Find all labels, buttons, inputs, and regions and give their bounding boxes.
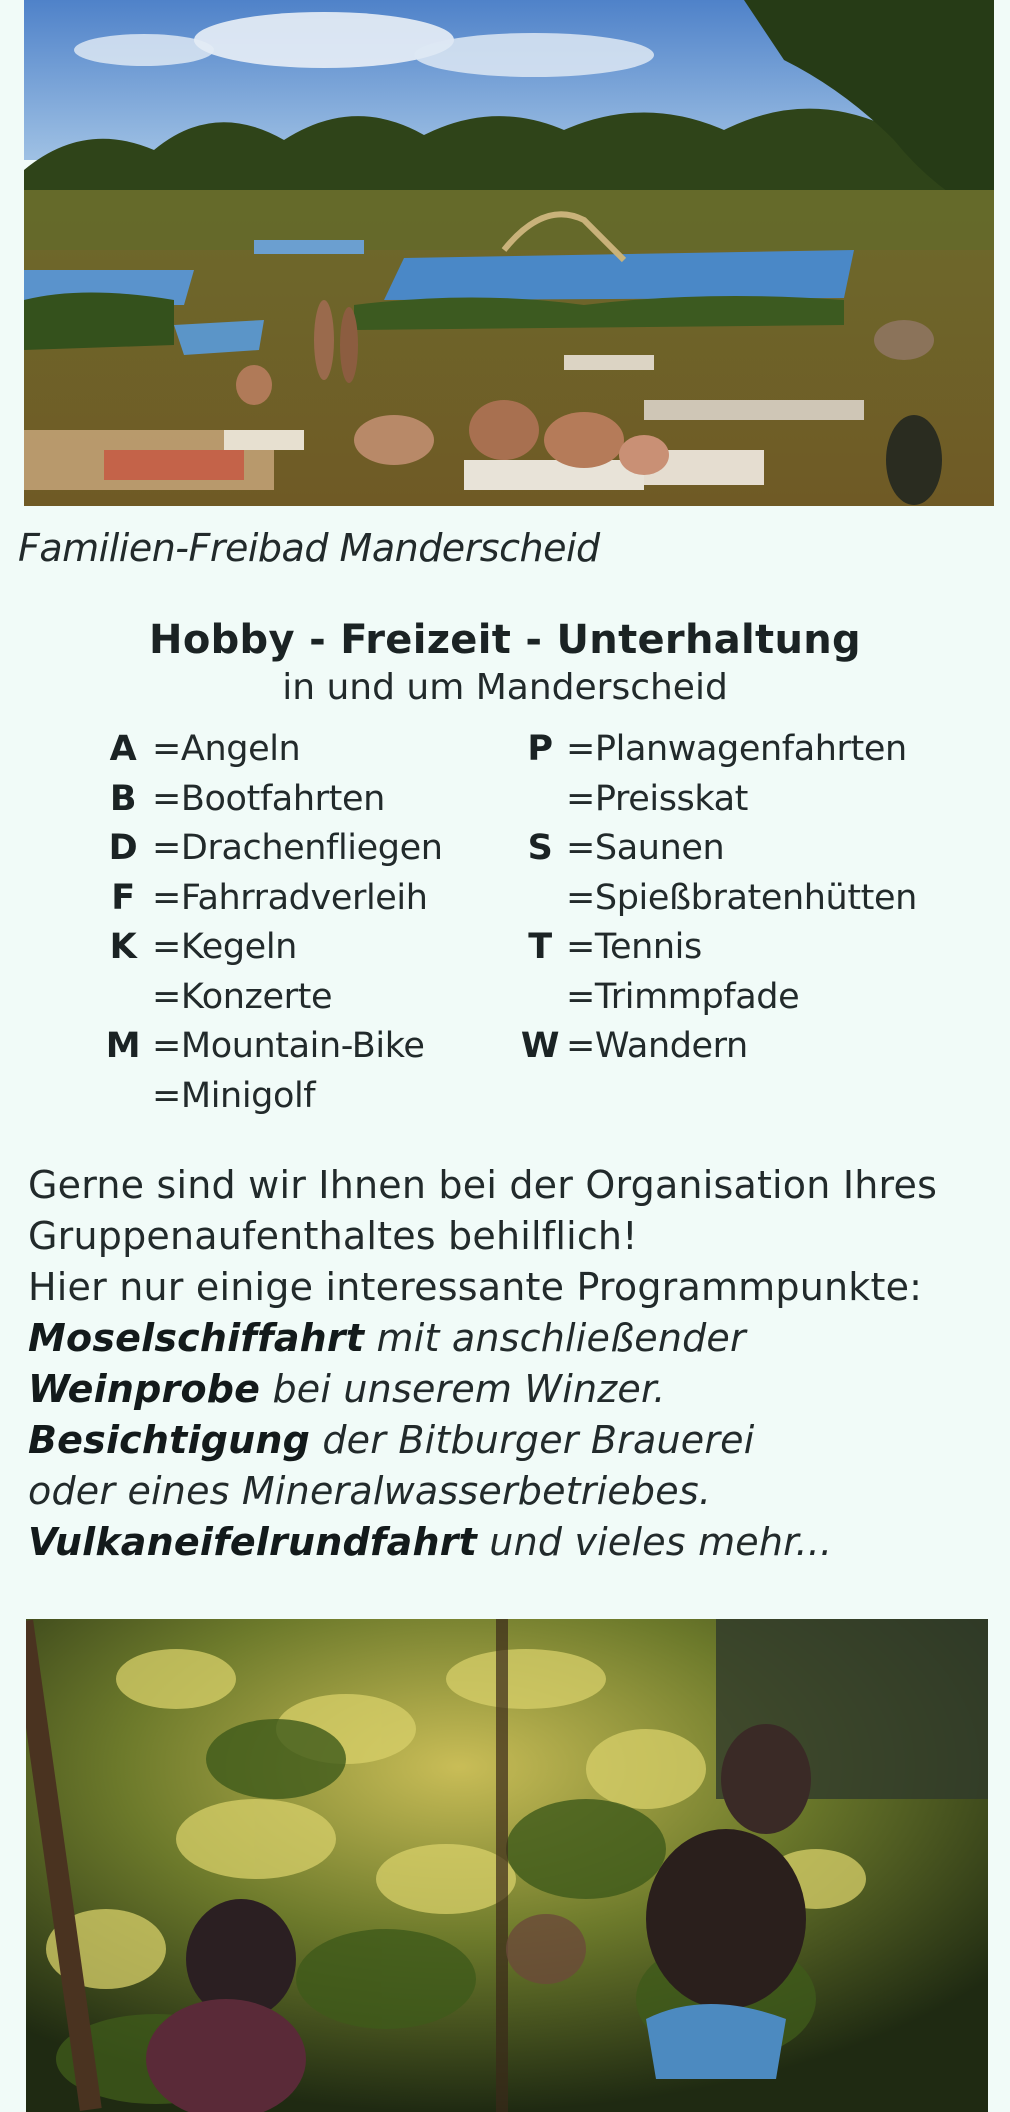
section-heading: Hobby - Freizeit - Unterhaltung (149, 617, 861, 663)
legend-row (518, 973, 998, 1023)
photo-caption: Familien-Freibad Manderscheid (18, 526, 600, 570)
body-line (28, 1415, 1003, 1466)
activity-legend-right (518, 725, 998, 1072)
program-detail: der Bitburger Brauerei (310, 1418, 755, 1462)
legend-row (98, 973, 518, 1023)
legend-letter (518, 973, 562, 1023)
body-line: Hier nur einige interessante Programmpunkte: (28, 1265, 923, 1309)
body-line (28, 1313, 1003, 1364)
program-highlight: Weinprobe (28, 1367, 261, 1411)
legend-letter (98, 973, 148, 1023)
legend-letter: K (109, 927, 137, 967)
legend-text: =Spießbratenhütten (566, 877, 917, 918)
legend-row (518, 725, 998, 775)
legend-row (518, 775, 998, 825)
legend-text: =Planwagenfahrten (566, 729, 907, 769)
program-detail: mit anschließender (364, 1316, 746, 1360)
legend-letter: A (109, 729, 137, 769)
legend-text: =Angeln (152, 729, 301, 769)
legend-text: =Bootfahrten (152, 778, 385, 819)
swimming-pool-photo (24, 0, 994, 506)
legend-letter: F (111, 877, 135, 918)
program-detail: bei unserem Winzer. (260, 1367, 666, 1411)
legend-text: =Wandern (566, 1026, 748, 1066)
program-highlight: Vulkaneifelrundfahrt (28, 1520, 477, 1564)
body-line (28, 1364, 1003, 1415)
program-detail: oder eines Mineralwasserbetriebes. (28, 1469, 712, 1513)
vineyard-grape-harvest-photo (26, 1619, 988, 2112)
legend-letter (518, 874, 562, 924)
legend-row (98, 874, 518, 924)
legend-row (98, 824, 518, 874)
body-line (28, 1517, 1003, 1568)
body-line (28, 1466, 1003, 1517)
legend-text: =Konzerte (152, 976, 333, 1017)
legend-letter: S (527, 828, 553, 868)
legend-letter (518, 775, 562, 825)
legend-letter: W (520, 1026, 560, 1066)
legend-row (518, 923, 998, 973)
legend-letter: T (528, 927, 552, 967)
legend-text: =Fahrradverleih (152, 877, 428, 918)
body-line: Gruppenaufenthaltes behilflich! (28, 1214, 638, 1258)
program-highlight: Besichtigung (28, 1418, 311, 1462)
program-highlight: Moselschiffahrt (28, 1316, 365, 1360)
legend-letter: P (527, 729, 553, 769)
legend-text: =Preisskat (566, 778, 748, 819)
legend-text: =Kegeln (152, 927, 297, 967)
legend-row (518, 1022, 998, 1072)
group-offer-text (28, 1160, 1003, 1568)
legend-letter: B (109, 778, 137, 819)
legend-letter (98, 1072, 148, 1122)
legend-row (98, 1022, 518, 1072)
legend-text: =Minigolf (152, 1075, 316, 1116)
legend-row (98, 775, 518, 825)
activity-legend-left (98, 725, 518, 1121)
legend-text: =Saunen (566, 828, 725, 868)
legend-row (98, 923, 518, 973)
legend-row (518, 824, 998, 874)
legend-text: =Mountain-Bike (152, 1026, 425, 1066)
legend-text: =Trimmpfade (566, 976, 800, 1017)
legend-letter: M (105, 1026, 141, 1066)
legend-row (518, 874, 998, 924)
legend-text: =Tennis (566, 927, 702, 967)
body-line: Gerne sind wir Ihnen bei der Organisation Ihres (28, 1163, 938, 1207)
program-detail: und vieles mehr... (477, 1520, 833, 1564)
legend-row (98, 725, 518, 775)
section-subheading: in und um Manderscheid (282, 667, 728, 708)
legend-text: =Drachenfliegen (152, 828, 443, 868)
legend-letter: D (108, 828, 138, 868)
legend-row (98, 1072, 518, 1122)
